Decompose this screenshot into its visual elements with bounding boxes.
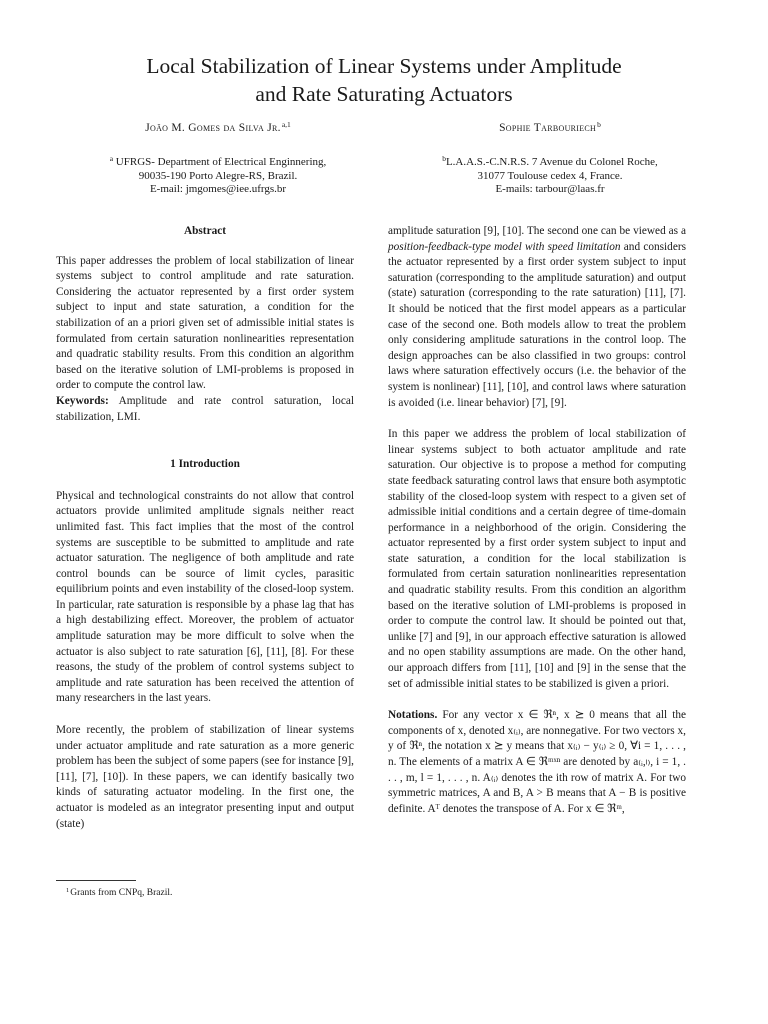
- author-1-sup: a,1: [281, 120, 291, 129]
- affiliation-2-line-2: 31077 Toulouse cedex 4, France.: [477, 169, 623, 182]
- keywords-label: Keywords:: [56, 394, 109, 407]
- notations-text: For any vector x ∈ ℜⁿ, x ⪰ 0 means that all the components of x, denoted x₍ᵢ₎, are nonnegative. For two vectors x, y of ℜⁿ, the notation x ⪰ y means that x₍ᵢ₎ − y₍ᵢ₎ ≥ 0, ∀i = 1, . . . , n. The elements of a matrix A ∈ ℜᵐˣⁿ are denoted by a₍ᵢ,ₗ₎, i = 1, . . . , m, l = 1, . . . , n. A₍ᵢ₎ denotes the ith row of matrix A. For two symmetric matrices, A and B, A > B means that A − B is positive definite. Aᵀ denotes the transpose of A. For x ∈ ℜᵐ,: [388, 709, 686, 815]
- right-paragraph-1-end: and considers the actuator represented by a first order system subject to input saturation (corresponding to the amplitude saturation) and output (state) saturation (corresponding to the rate saturation) [11], [7]. It should be noticed that the first model appears as a particular case of the second one. Both models allow to treat the problem only considering amplitude saturations in the control loop. The design approaches can be also classified in two groups: control laws where saturation effectively occurs (i.e. the behavior of the system is nonlinear) [11], [10], and control laws where saturation is avoided (i.e. linear behavior) [7], [9].: [388, 240, 686, 409]
- footnote-text: Grants from CNPq, Brazil.: [70, 888, 173, 898]
- footnote: [56, 885, 354, 899]
- affiliation-2-line-1: L.A.A.S.-C.N.R.S. 7 Avenue du Colonel Roche,: [445, 156, 658, 168]
- paper-title: [40, 52, 728, 108]
- abstract-heading: Abstract: [183, 225, 227, 237]
- keywords: [56, 394, 354, 425]
- right-paragraph-2: In this paper we address the problem of local stabilization of linear systems subject to both actuator amplitude and rate saturation. Our objective is to propose a method for computing state feedback saturating control laws that ensure both asymptotic stability of the closed-loop system with respect to a given set of admissible initial conditions and a certain degree of time-domain performance in a neighborhood of the origin. Considering the actuator represented by a first order system subject to input and state saturation, a condition for the local stabilization is formulated from certain saturation nonlinearities representation and quadratic stability results. From this condition an algorithm based on the iterative solution of LMI-problems is proposed in order to compute the control law. It should be pointed out that, unlike [7] and [9], in our approach effective saturation is allowed and no open stability assumptions are made. On the other hand, our approach differs from [11], [10] and [9] in the sense that the set of admissible initial states to be stabilized is given a priori.: [388, 428, 686, 690]
- affiliation-1-line-2: 90035-190 Porto Alegre-RS, Brazil.: [138, 169, 298, 182]
- author-1: [88, 118, 348, 135]
- affiliation-1: [68, 152, 368, 197]
- affiliation-1-mark: a: [109, 154, 114, 163]
- introduction-heading: 1 Introduction: [170, 458, 240, 471]
- author-2-name: Sophie Tarbouriech: [499, 122, 597, 134]
- affiliation-1-email: E-mail: jmgomes@iee.ufrgs.br: [149, 183, 287, 196]
- author-1-name: João M. Gomes da Silva Jr.: [145, 122, 281, 134]
- title-line-2: and Rate Saturating Actuators: [255, 82, 513, 106]
- abstract-text: This paper addresses the problem of local stabilization of linear systems subject to control amplitude and rate saturation. Considering the actuator represented by a first order system subject to input and state saturation, a condition for the stabilization of an a priori given set of admissible initial states is formulated from certain saturation nonlinearities representation and quadratic stability results. From this condition an algorithm based on the iterative solution of LMI-problems is proposed in order to compute the control law.: [56, 254, 354, 392]
- intro-paragraph-2: More recently, the problem of stabilization of linear systems under actuator amplitude and rate saturation as a more generic problem has been the subject of some papers (see for instance [9], [11], [7], [10]). In these papers, we can identify basically two kinds of saturating actuator modeling. In the first one, the actuator is modeled as an integrator presenting input and output (state): [56, 724, 355, 830]
- right-paragraph-1-emphasis: position-feedback-type model with speed limitation: [388, 240, 621, 253]
- right-paragraph-1: [388, 224, 686, 411]
- left-column: [56, 224, 354, 832]
- affiliation-2-email: E-mails: tarbour@laas.fr: [495, 183, 605, 196]
- footnote-rule: [56, 880, 136, 881]
- notations-label: Notations.: [388, 709, 438, 722]
- keywords-text: Amplitude and rate control saturation, local stabilization, LMI.: [56, 394, 355, 423]
- right-column: [388, 224, 686, 817]
- affiliation-2-mark: b: [442, 154, 446, 163]
- notations-paragraph: [388, 708, 686, 817]
- author-2: [420, 118, 680, 135]
- affiliation-2: [400, 152, 700, 197]
- title-line-1: Local Stabilization of Linear Systems under Amplitude: [146, 54, 622, 78]
- affiliation-1-line-1: UFRGS- Department of Electrical Enginnering,: [115, 156, 327, 168]
- intro-paragraph-1: Physical and technological constraints do not allow that control actuators provide unlimited amplitude signals neither react unlimited fast. This fact implies that the most of the control systems are susceptible to be submitted to amplitude and rate actuator saturation. The negligence of both amplitude and rate control bounds can be source of limit cycles, parasitic equilibrium points and even instability of the closed-loop system. In particular, rate saturation is responsible by a phase lag that has a high destabilizing effect. Moreover, the problem of actuator amplitude saturation may be more difficult to solve when the actuator is also subject to rate saturation [6], [11], [8]. For these reasons, the study of the problem of control systems subject to amplitude and rate saturation has been received the attention of many researchers in the last years.: [56, 489, 354, 705]
- author-2-sup: b: [597, 120, 601, 129]
- right-paragraph-1-start: amplitude saturation [9], [10]. The second one can be viewed as a: [388, 225, 686, 237]
- footnote-mark: 1: [66, 887, 70, 894]
